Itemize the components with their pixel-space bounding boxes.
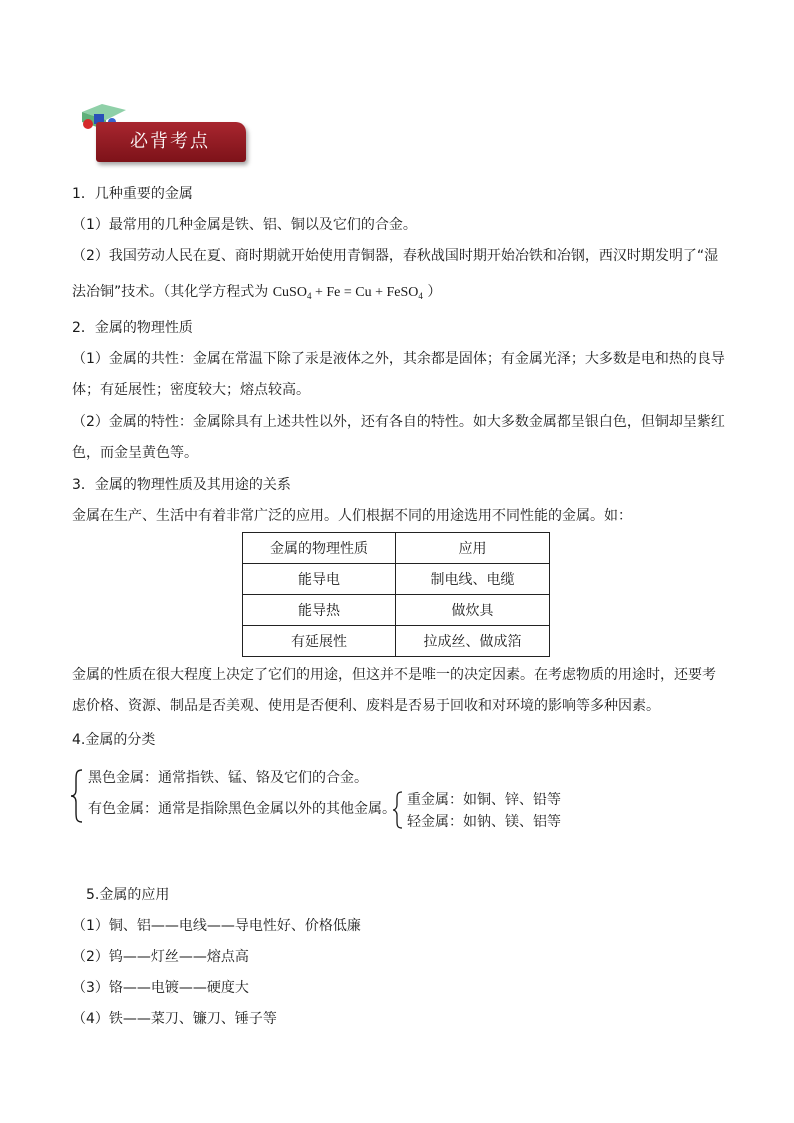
section-2-p2b: 色，而金呈黄色等。 xyxy=(72,445,198,461)
section-3-after-b: 虑价格、资源、制品是否美观、使用是否便利、废料是否易于回收和对环境的影响等多种因素。 xyxy=(72,698,660,714)
list-item: （2）钨——灯丝——熔点高 xyxy=(72,949,249,965)
table-cell: 做炊具 xyxy=(396,595,550,626)
section-1-p1: （1）最常用的几种金属是铁、铝、铜以及它们的合金。 xyxy=(72,217,417,233)
table-header-row xyxy=(243,533,550,564)
section-3-after-a: 金属的性质在很大程度上决定了它们的用途，但这并不是唯一的决定因素。在考虑物质的用途时，还要考 xyxy=(72,667,716,683)
section-2-p1a: （1）金属的共性：金属在常温下除了汞是液体之外，其余都是固体；有金属光泽；大多数是电和热的良导 xyxy=(72,351,725,367)
table-cell: 能导热 xyxy=(243,595,396,626)
section-3-heading: 3．金属的物理性质及其用途的关系 xyxy=(72,477,291,493)
section-5-heading: 5.金属的应用 xyxy=(86,887,170,903)
table-cell: 有延展性 xyxy=(243,626,396,657)
black-metals: 黑色金属：通常指铁、锰、铬及它们的合金。 xyxy=(88,770,368,786)
table-row xyxy=(243,595,550,626)
section-1-p2a: （2）我国劳动人民在夏、商时期就开始使用青铜器，春秋战国时期开始冶铁和冶钢，西汉时期发明了“湿 xyxy=(72,248,719,264)
list-item: （4）铁——菜刀、镰刀、锤子等 xyxy=(72,1011,277,1027)
section-2-p2a: （2）金属的特性：金属除具有上述共性以外，还有各自的特性。如大多数金属都呈银白色，但铜却呈紫红 xyxy=(72,414,725,430)
table-row xyxy=(243,626,550,657)
light-metals: 轻金属：如钠、镁、铝等 xyxy=(407,814,561,830)
heavy-metals: 重金属：如铜、锌、铅等 xyxy=(407,792,561,808)
section-4-heading: 4.金属的分类 xyxy=(72,732,156,748)
list-item: （3）铬——电镀——硬度大 xyxy=(72,980,249,996)
properties-table xyxy=(242,532,550,657)
table-cell: 制电线、电缆 xyxy=(396,564,550,595)
section-badge xyxy=(72,100,252,170)
section-1-p2b-pre: 法冶铜”技术。（其化学方程式为 xyxy=(72,284,269,300)
table-header: 应用 xyxy=(396,533,550,564)
brace-icon xyxy=(392,790,404,830)
table-header: 金属的物理性质 xyxy=(243,533,396,564)
table-cell: 拉成丝、做成箔 xyxy=(396,626,550,657)
section-1-p2b xyxy=(72,282,441,306)
badge-title: 必背考点 xyxy=(96,122,246,162)
section-1-heading: 1．几种重要的金属 xyxy=(72,186,193,202)
brace-icon xyxy=(70,768,84,824)
section-1-p2b-post: ） xyxy=(427,284,442,300)
section-2-p1b: 体；有延展性；密度较大；熔点较高。 xyxy=(72,382,310,398)
table-cell: 能导电 xyxy=(243,564,396,595)
section-3-intro: 金属在生产、生活中有着非常广泛的应用。人们根据不同的用途选用不同性能的金属。如： xyxy=(72,508,632,524)
table-row xyxy=(243,564,550,595)
chemical-equation: CuSO$_4$ + Fe = Cu + FeSO$_4$ xyxy=(272,285,423,301)
list-item: （1）铜、铝——电线——导电性好、价格低廉 xyxy=(72,918,361,934)
colored-metals: 有色金属：通常是指除黑色金属以外的其他金属。 xyxy=(88,801,396,817)
section-2-heading: 2．金属的物理性质 xyxy=(72,320,193,336)
